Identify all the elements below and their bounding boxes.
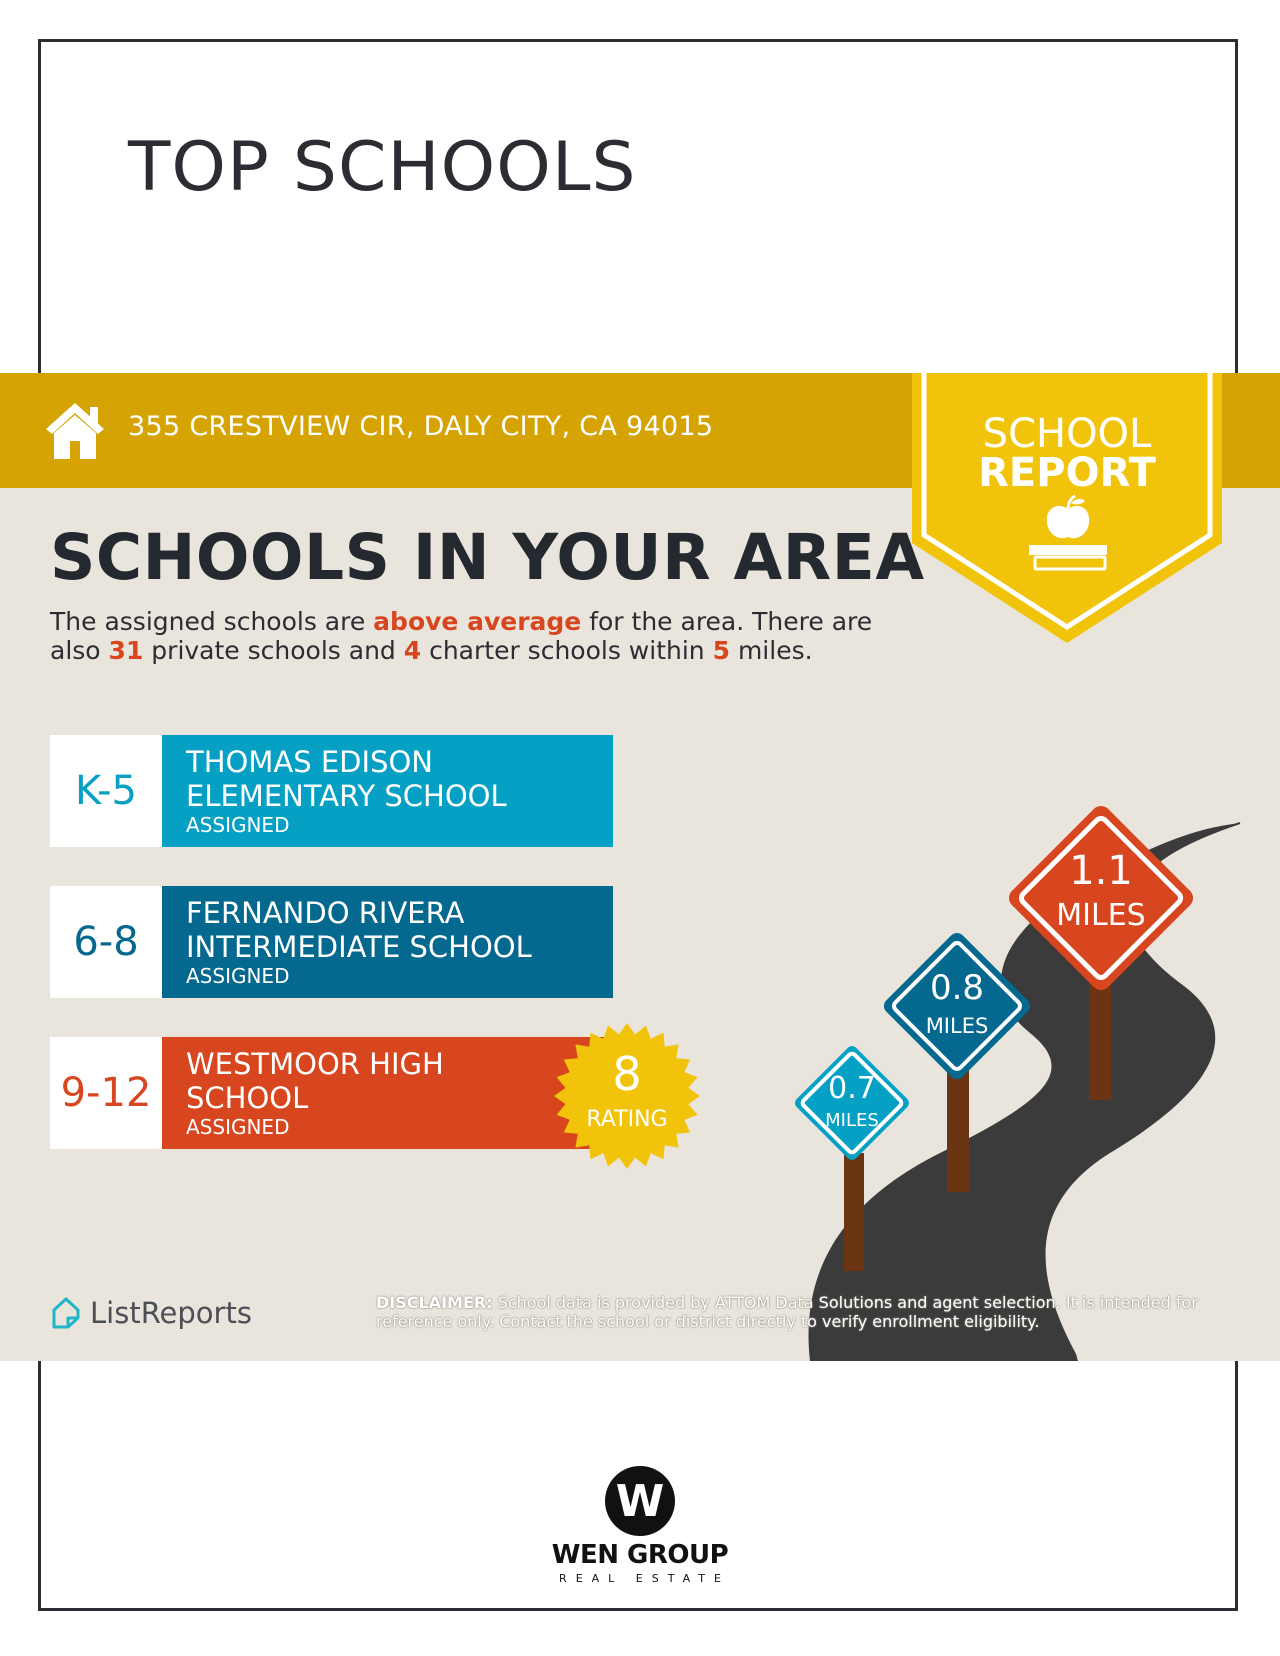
grade-range: K-5 (50, 735, 162, 847)
school-card-intermediate (50, 886, 613, 998)
disclaimer-label: DISCLAIMER: (376, 1293, 493, 1312)
distance-value: 0.8 (929, 968, 985, 1008)
page-title: TOP SCHOOLS (128, 128, 637, 207)
school-report-panel (0, 373, 1280, 1361)
listreports-icon (50, 1296, 82, 1330)
distance-value: 1.1 (1069, 848, 1133, 894)
school-status: ASSIGNED (186, 1115, 290, 1139)
logo-letter: W (615, 1476, 665, 1527)
school-status: ASSIGNED (186, 964, 290, 988)
summary-text: The assigned schools are (50, 607, 374, 636)
private-school-count: 31 (108, 636, 144, 665)
school-bar (162, 735, 613, 847)
charter-school-count: 4 (403, 636, 422, 665)
property-address: 355 CRESTVIEW CIR, DALY CITY, CA 94015 (128, 411, 714, 442)
school-name: THOMAS EDISON ELEMENTARY SCHOOL (186, 745, 507, 813)
search-radius: 5 (712, 636, 730, 665)
agency-name: WEN GROUP (551, 1540, 729, 1570)
school-name: WESTMOOR HIGH SCHOOL (186, 1047, 444, 1115)
rating-label: RATING (586, 1107, 668, 1132)
rating-seal (552, 1021, 702, 1171)
listreports-logo (50, 1293, 252, 1333)
schools-summary (50, 607, 910, 665)
badge-line-1: SCHOOL (982, 411, 1152, 457)
section-title: SCHOOLS IN YOUR AREA (50, 521, 925, 594)
rating-value: 8 (612, 1047, 642, 1101)
disclaimer (376, 1293, 1214, 1331)
distance-sign-high (991, 788, 1211, 1118)
summary-text: private schools and (143, 636, 404, 665)
summary-text: for the area. There are also (50, 607, 873, 665)
distance-unit: MILES (825, 1110, 879, 1131)
school-name: FERNANDO RIVERA INTERMEDIATE SCHOOL (186, 896, 532, 964)
school-card-high (50, 1037, 613, 1149)
school-bar (162, 1037, 613, 1149)
summary-text: miles. (730, 636, 813, 665)
badge-line-2: REPORT (978, 450, 1156, 496)
grade-range: 9-12 (50, 1037, 162, 1149)
apple-on-books-icon (1027, 495, 1109, 571)
wen-group-logo (604, 1465, 676, 1537)
school-report-badge (912, 373, 1222, 643)
distance-unit: MILES (1056, 898, 1146, 933)
disclaimer-text: School data is provided by ATTOM Data Solutions and agent selection. It is intended for reference only. Contact the school or district directly to verify enrollment eligibility. (376, 1293, 1198, 1331)
home-icon (44, 401, 106, 461)
school-status: ASSIGNED (186, 813, 290, 837)
distance-value: 0.7 (828, 1071, 876, 1106)
summary-text: charter schools within (421, 636, 713, 665)
grade-range: 6-8 (50, 886, 162, 998)
listreports-brand: ListReports (90, 1296, 252, 1330)
summary-rating-word: above average (373, 607, 582, 636)
distance-unit: MILES (925, 1014, 989, 1038)
school-bar (162, 886, 613, 998)
school-card-elementary (50, 735, 613, 847)
agency-tagline: REAL ESTATE (559, 1572, 730, 1585)
